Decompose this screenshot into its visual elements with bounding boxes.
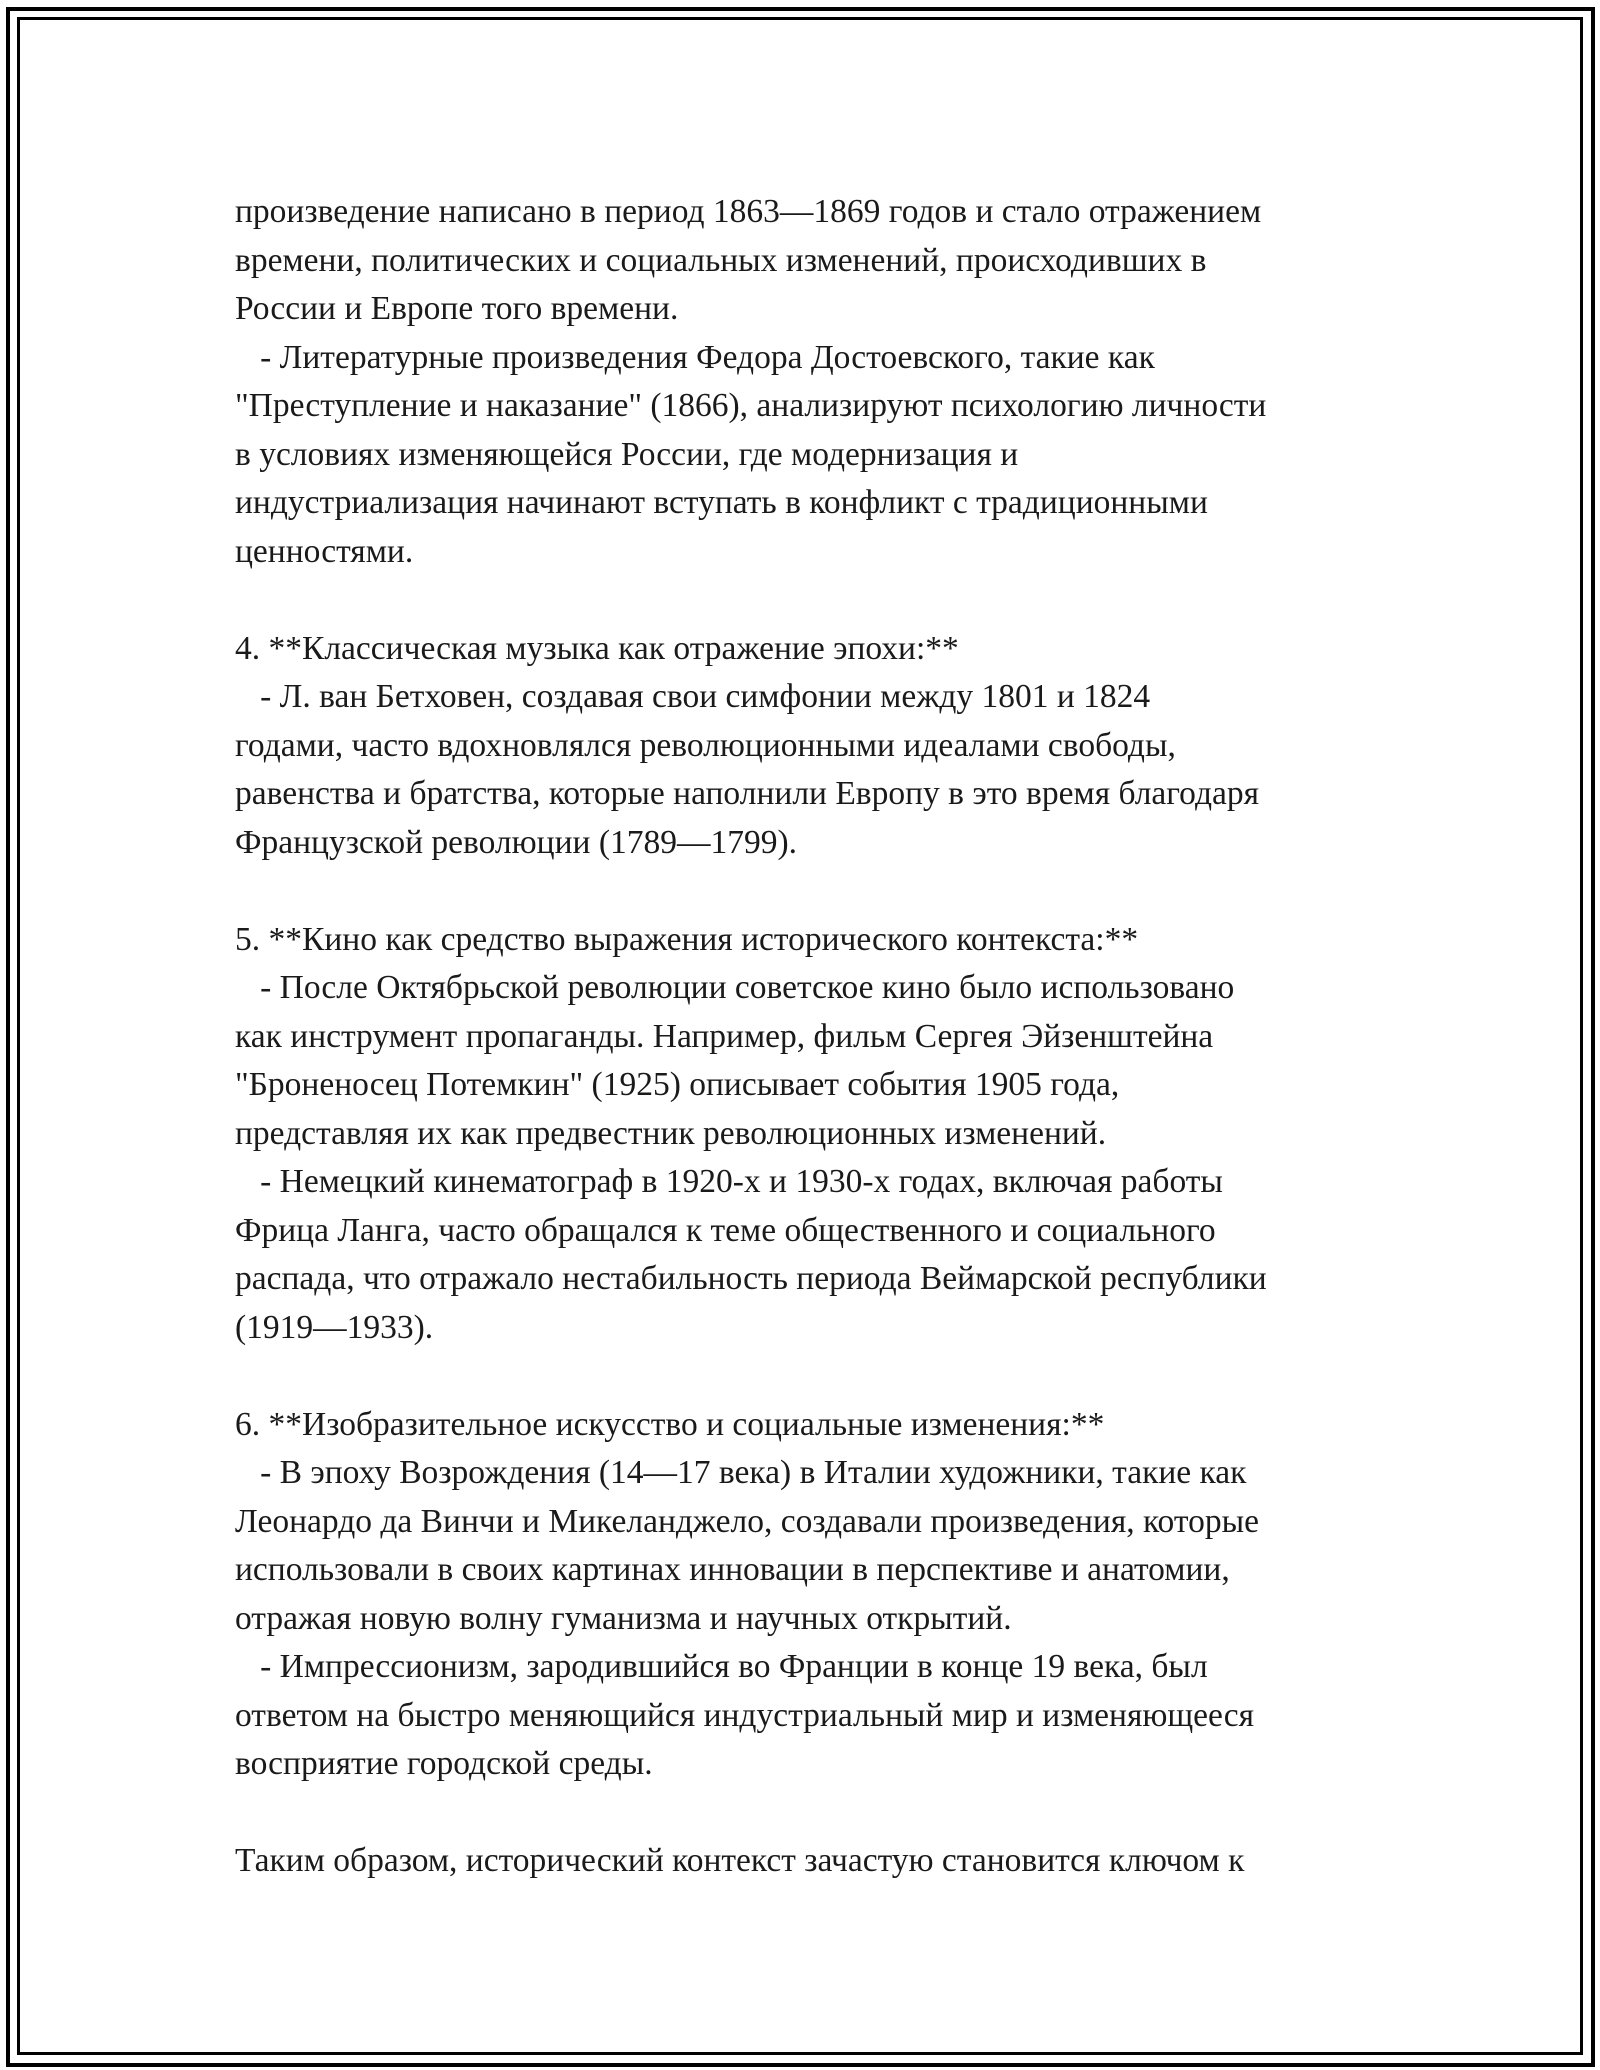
text-line: Фрица Ланга, часто обращался к теме общественного и социального (235, 1211, 1216, 1249)
text-line: индустриализация начинают вступать в конфликт с традиционными (235, 484, 1208, 521)
text-line: представляя их как предвестник революционных изменений. (235, 1114, 1107, 1152)
text-line: Таким образом, исторический контекст зачастую становится ключом к (235, 1842, 1245, 1879)
text-line: времени, политических и социальных изменений, происходивших в (235, 241, 1207, 279)
text-line: использовали в своих картинах инновации в перспективе и анатомии, (235, 1551, 1230, 1588)
text-line: как инструмент пропаганды. Например, фильм Сергея Эйзенштейна (235, 1017, 1214, 1055)
text-line: Французской революции (1789—1799). (235, 823, 798, 861)
blank-line (235, 576, 1395, 625)
text-line: России и Европе того времени. (235, 290, 679, 327)
text-line: - В эпоху Возрождения (14—17 века) в Италии художники, такие как (235, 1454, 1247, 1491)
text-line: - Импрессионизм, зародившийся во Франции в конце 19 века, был (235, 1648, 1208, 1685)
text-line: ценностями. (235, 532, 414, 570)
text-line: - Немецкий кинематограф в 1920-х и 1930-х годах, включая работы (235, 1163, 1223, 1200)
text-line: отражая новую волну гуманизма и научных открытий. (235, 1599, 1012, 1637)
blank-line (235, 1352, 1395, 1401)
text-line: - Литературные произведения Федора Достоевского, такие как (235, 338, 1155, 376)
section-heading: 5. **Кино как средство выражения исторического контекста:** (235, 920, 1139, 958)
section-heading: 4. **Классическая музыка как отражение эпохи:** (235, 629, 959, 667)
blank-line (235, 867, 1395, 916)
text-line: "Броненосец Потемкин" (1925) описывает события 1905 года, (235, 1066, 1120, 1103)
section-heading: 6. **Изобразительное искусство и социальные изменения:** (235, 1405, 1105, 1443)
text-line: восприятие городской среды. (235, 1745, 653, 1782)
text-line: произведение написано в период 1863—1869 годов и стало отражением (235, 193, 1262, 230)
text-line: годами, часто вдохновлялся революционными идеалами свободы, (235, 726, 1176, 764)
blank-line (235, 1789, 1395, 1838)
text-line: распада, что отражало нестабильность периода Веймарской республики (235, 1260, 1267, 1297)
text-line: в условиях изменяющейся России, где модернизация и (235, 435, 1019, 473)
text-line: Леонардо да Винчи и Микеланджело, создавали произведения, которые (235, 1502, 1259, 1540)
text-line: - После Октябрьской революции советское кино было использовано (235, 969, 1235, 1006)
text-line: "Преступление и наказание" (1866), анализируют психологию личности (235, 387, 1267, 424)
text-line: (1919—1933). (235, 1308, 434, 1346)
document-body (235, 188, 1395, 1886)
text-line: ответом на быстро меняющийся индустриальный мир и изменяющееся (235, 1696, 1255, 1734)
text-line: равенства и братства, которые наполнили Европу в это время благодаря (235, 775, 1260, 812)
text-line: - Л. ван Бетховен, создавая свои симфонии между 1801 и 1824 (235, 678, 1151, 715)
